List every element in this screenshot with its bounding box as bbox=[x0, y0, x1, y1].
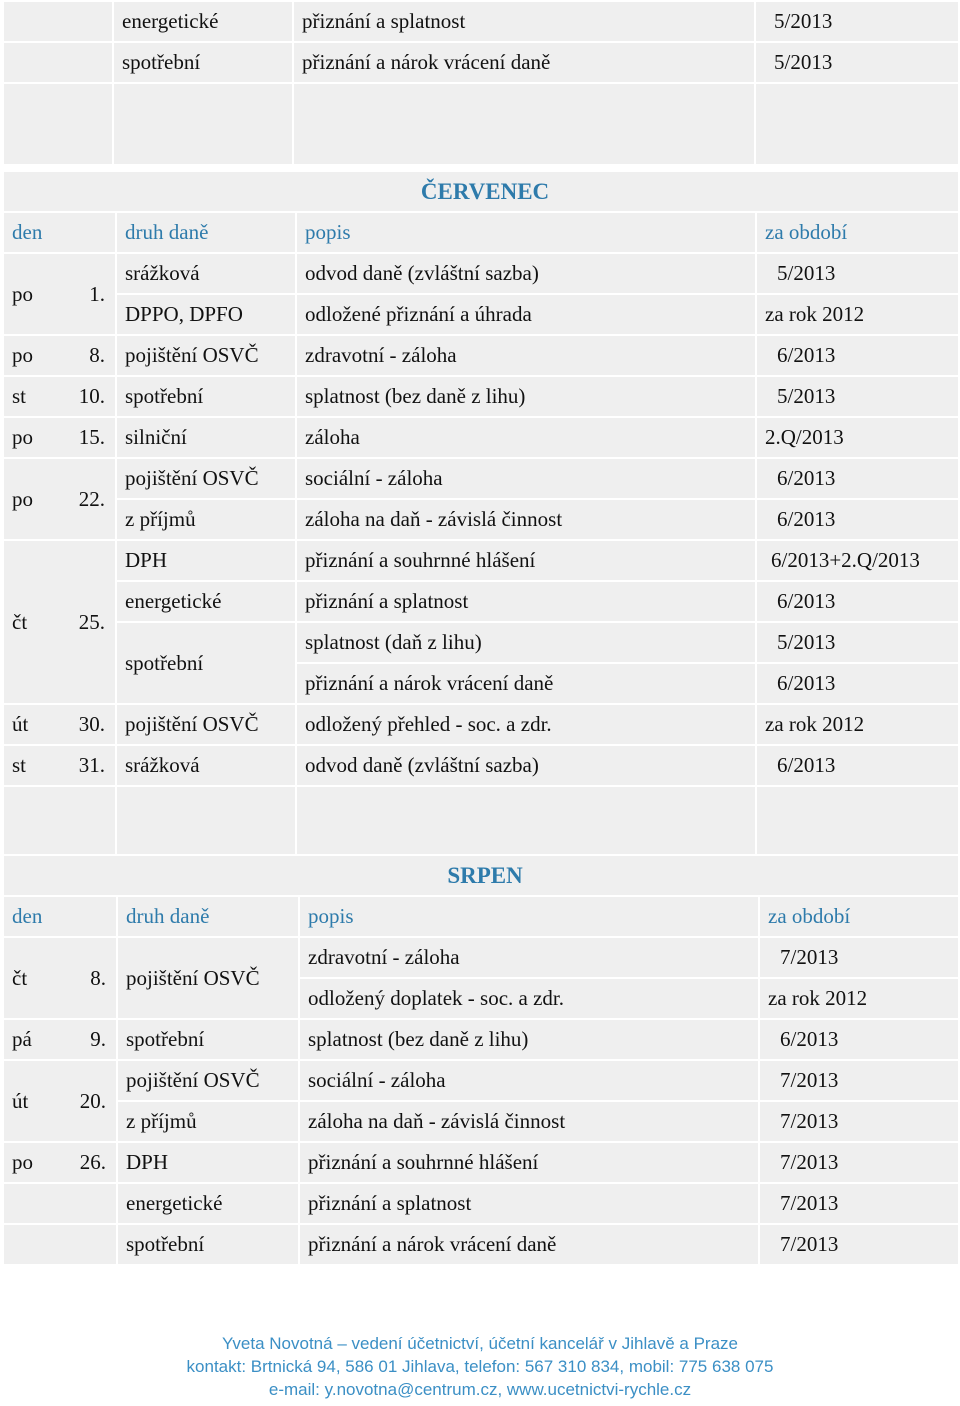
popis-cell: přiznání a souhrnné hlášení bbox=[296, 540, 756, 581]
header-row bbox=[3, 212, 959, 253]
table-row bbox=[3, 581, 959, 622]
druh-cell: srážková bbox=[116, 745, 296, 786]
obdobi-cell: 6/2013 bbox=[756, 335, 959, 376]
header-popis: popis bbox=[296, 212, 756, 253]
obdobi-cell: 6/2013 bbox=[756, 663, 959, 704]
obdobi-cell: 7/2013 bbox=[759, 1183, 959, 1224]
obdobi-cell: za rok 2012 bbox=[756, 294, 959, 335]
obdobi-cell: 6/2013 bbox=[756, 499, 959, 540]
obdobi-cell: 7/2013 bbox=[759, 1060, 959, 1101]
footer-line-1: Yveta Novotná – vedení účetnictví, účetní kancelář v Jihlavě a Praze bbox=[222, 1334, 738, 1353]
table-row bbox=[3, 1142, 959, 1183]
table-row bbox=[3, 294, 959, 335]
obdobi-cell: 5/2013 bbox=[755, 42, 959, 83]
obdobi-cell: 6/2013 bbox=[756, 458, 959, 499]
table-row bbox=[3, 704, 959, 745]
header-den: den bbox=[3, 212, 116, 253]
obdobi-cell: 6/2013+2.Q/2013 bbox=[756, 540, 959, 581]
den-cell bbox=[3, 1, 113, 42]
popis-cell: záloha na daň - závislá činnost bbox=[299, 1101, 759, 1142]
table-row bbox=[3, 1101, 959, 1142]
table-row bbox=[3, 253, 959, 294]
header-obdobi: za období bbox=[756, 212, 959, 253]
popis-cell: odvod daně (zvláštní sazba) bbox=[296, 745, 756, 786]
top-table bbox=[2, 0, 960, 166]
popis-cell: přiznání a splatnost bbox=[296, 581, 756, 622]
druh-cell: energetické bbox=[113, 1, 293, 42]
druh-cell: DPPO, DPFO bbox=[116, 294, 296, 335]
table-row bbox=[3, 745, 959, 786]
den-cell: čt 8. bbox=[3, 937, 117, 1019]
den-cell: st 31. bbox=[3, 745, 116, 786]
den-cell: pá 9. bbox=[3, 1019, 117, 1060]
month-title: ČERVENEC bbox=[3, 171, 959, 212]
popis-cell: přiznání a splatnost bbox=[299, 1183, 759, 1224]
popis-cell: záloha bbox=[296, 417, 756, 458]
obdobi-cell: za rok 2012 bbox=[756, 704, 959, 745]
table-row bbox=[3, 1060, 959, 1101]
obdobi-cell: 6/2013 bbox=[759, 1019, 959, 1060]
popis-cell: sociální - záloha bbox=[299, 1060, 759, 1101]
popis-cell: přiznání a nárok vrácení daně bbox=[299, 1224, 759, 1265]
obdobi-cell: za rok 2012 bbox=[759, 978, 959, 1019]
druh-cell: spotřební bbox=[116, 622, 296, 704]
druh-cell: energetické bbox=[117, 1183, 299, 1224]
druh-cell: z příjmů bbox=[117, 1101, 299, 1142]
table-row bbox=[3, 417, 959, 458]
popis-cell: odložený přehled - soc. a zdr. bbox=[296, 704, 756, 745]
table-row bbox=[3, 499, 959, 540]
druh-cell: spotřební bbox=[117, 1019, 299, 1060]
popis-cell: odložený doplatek - soc. a zdr. bbox=[299, 978, 759, 1019]
den-cell bbox=[3, 1224, 117, 1265]
header-obdobi: za období bbox=[759, 896, 959, 937]
druh-cell: spotřební bbox=[117, 1224, 299, 1265]
header-den: den bbox=[3, 896, 117, 937]
obdobi-cell: 6/2013 bbox=[756, 745, 959, 786]
popis-cell: přiznání a splatnost bbox=[293, 1, 755, 42]
den-cell: po 1. bbox=[3, 253, 116, 335]
popis-cell: zdravotní - záloha bbox=[296, 335, 756, 376]
popis-cell: sociální - záloha bbox=[296, 458, 756, 499]
cervenec-table bbox=[2, 170, 960, 869]
header-druh: druh daně bbox=[117, 896, 299, 937]
popis-cell: přiznání a nárok vrácení daně bbox=[293, 42, 755, 83]
table-row bbox=[3, 937, 959, 978]
empty-row bbox=[3, 83, 959, 165]
druh-cell: pojištění OSVČ bbox=[117, 1060, 299, 1101]
druh-cell: pojištění OSVČ bbox=[116, 704, 296, 745]
popis-cell: záloha na daň - závislá činnost bbox=[296, 499, 756, 540]
druh-cell: pojištění OSVČ bbox=[117, 937, 299, 1019]
table-row bbox=[3, 540, 959, 581]
obdobi-cell: 5/2013 bbox=[756, 376, 959, 417]
druh-cell: spotřební bbox=[113, 42, 293, 83]
den-cell: po 15. bbox=[3, 417, 116, 458]
table-row bbox=[3, 1224, 959, 1265]
druh-cell: DPH bbox=[117, 1142, 299, 1183]
popis-cell: splatnost (bez daně z lihu) bbox=[296, 376, 756, 417]
den-cell: po 22. bbox=[3, 458, 116, 540]
obdobi-cell: 7/2013 bbox=[759, 1224, 959, 1265]
month-title: SRPEN bbox=[3, 855, 959, 896]
footer bbox=[0, 1332, 960, 1401]
druh-cell: spotřební bbox=[116, 376, 296, 417]
obdobi-cell: 7/2013 bbox=[759, 1142, 959, 1183]
den-cell: st 10. bbox=[3, 376, 116, 417]
popis-cell: odvod daně (zvláštní sazba) bbox=[296, 253, 756, 294]
popis-cell: přiznání a souhrnné hlášení bbox=[299, 1142, 759, 1183]
table-row bbox=[3, 335, 959, 376]
popis-cell: odložené přiznání a úhrada bbox=[296, 294, 756, 335]
table-row bbox=[3, 376, 959, 417]
popis-cell: splatnost (bez daně z lihu) bbox=[299, 1019, 759, 1060]
table-row bbox=[3, 1019, 959, 1060]
obdobi-cell: 7/2013 bbox=[759, 1101, 959, 1142]
header-druh: druh daně bbox=[116, 212, 296, 253]
table-row bbox=[3, 1183, 959, 1224]
den-cell: po 8. bbox=[3, 335, 116, 376]
druh-cell: pojištění OSVČ bbox=[116, 335, 296, 376]
druh-cell: energetické bbox=[116, 581, 296, 622]
popis-cell: zdravotní - záloha bbox=[299, 937, 759, 978]
header-popis: popis bbox=[299, 896, 759, 937]
den-cell: út 20. bbox=[3, 1060, 117, 1142]
druh-cell: pojištění OSVČ bbox=[116, 458, 296, 499]
srpen-table bbox=[2, 854, 960, 1266]
header-row bbox=[3, 896, 959, 937]
obdobi-cell: 5/2013 bbox=[755, 1, 959, 42]
den-cell bbox=[3, 1183, 117, 1224]
table-row bbox=[3, 1, 959, 42]
druh-cell: silniční bbox=[116, 417, 296, 458]
druh-cell: z příjmů bbox=[116, 499, 296, 540]
footer-line-2: kontakt: Brtnická 94, 586 01 Jihlava, telefon: 567 310 834, mobil: 775 638 075 bbox=[186, 1357, 774, 1376]
obdobi-cell: 7/2013 bbox=[759, 937, 959, 978]
druh-cell: DPH bbox=[116, 540, 296, 581]
popis-cell: splatnost (daň z lihu) bbox=[296, 622, 756, 663]
table-row bbox=[3, 42, 959, 83]
footer-contact-links[interactable]: e-mail: y.novotna@centrum.cz, www.ucetnictvi-rychle.cz bbox=[268, 1380, 692, 1399]
den-cell: út 30. bbox=[3, 704, 116, 745]
den-cell bbox=[3, 42, 113, 83]
obdobi-cell: 2.Q/2013 bbox=[756, 417, 959, 458]
obdobi-cell: 5/2013 bbox=[756, 253, 959, 294]
den-cell: po 26. bbox=[3, 1142, 117, 1183]
table-row bbox=[3, 458, 959, 499]
den-cell: čt 25. bbox=[3, 540, 116, 704]
obdobi-cell: 6/2013 bbox=[756, 581, 959, 622]
obdobi-cell: 5/2013 bbox=[756, 622, 959, 663]
table-row bbox=[3, 622, 959, 663]
popis-cell: přiznání a nárok vrácení daně bbox=[296, 663, 756, 704]
druh-cell: srážková bbox=[116, 253, 296, 294]
